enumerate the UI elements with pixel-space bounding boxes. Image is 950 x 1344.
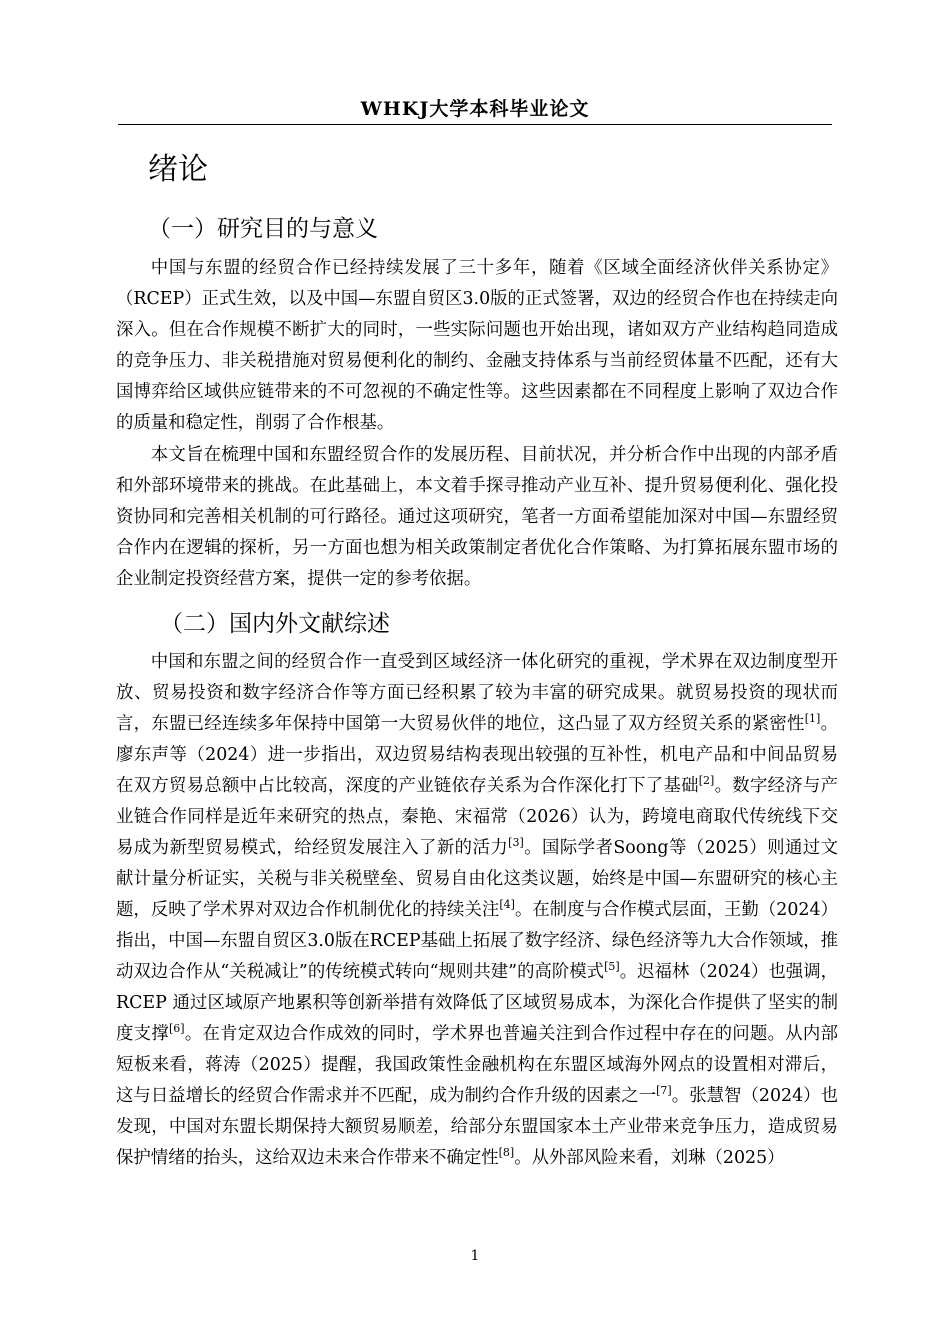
page-number: 1 xyxy=(470,1248,480,1264)
literature-review-paragraph xyxy=(116,647,838,1174)
chapter-title: 绪论 xyxy=(148,152,208,187)
paragraph-text: 。廖东声等（2024）进一步指出，双边贸易结构表现出较强的互补性，机电产品和中间品贸易在双方贸易总额中占比较高，深度的产业链依存关系为合作深化打下了基础 xyxy=(116,714,838,796)
paragraph-text: 。国际学者Soong等（2025）则通过文献计量分析证实，关税与非关税壁垒、贸易自由化这类议题，始终是中国—东盟研究的核心主题，反映了学术界对双边合作机制优化的持续关注 xyxy=(116,838,838,920)
citation-marker: [5] xyxy=(604,960,620,974)
paragraph-text: 。张慧智（2024）也发现，中国对东盟长期保持大额贸易顺差，给部分东盟国家本土产业带来竞争压力，造成贸易保护情绪的抬头，这给双边未来合作带来不确定性 xyxy=(116,1086,838,1168)
paragraph-text: 中国和东盟之间的经贸合作一直受到区域经济一体化研究的重视，学术界在双边制度型开放、贸易投资和数字经济合作等方面已经积累了较为丰富的研究成果。就贸易投资的现状而言，东盟已经连续多年保持中国第一大贸易伙伴的地位，这凸显了双方经贸关系的紧密性 xyxy=(116,652,838,734)
citation-marker: [3] xyxy=(508,836,524,850)
citation-marker: [8] xyxy=(498,1146,515,1160)
citation-marker: [4] xyxy=(499,898,515,912)
header-divider xyxy=(118,124,832,125)
section-heading-2: （二）国内外文献综述 xyxy=(160,611,390,637)
paragraph-text: 。数字经济与产业链合作同样是近年来研究的热点，秦艳、宋福常（2026）认为，跨境电商取代传统线下交易成为新型贸易模式，给经贸发展注入了新的活力 xyxy=(116,776,838,858)
citation-marker: [6] xyxy=(168,1022,185,1036)
citation-marker: [7] xyxy=(656,1084,672,1098)
paragraph-text: 。迟福林（2024）也强调，RCEP 通过区域原产地累积等创新举措有效降低了区域贸易成本，为深化合作提供了坚实的制度支撑 xyxy=(116,962,838,1044)
paragraph-text: 。从外部风险来看，刘琳（2025） xyxy=(514,1148,785,1168)
page-header: WHKJ大学本科毕业论文 xyxy=(360,98,590,120)
paragraph-text: 。在制度与合作模式层面，王勤（2024）指出，中国—东盟自贸区3.0版在RCEP基础上拓展了数字经济、绿色经济等九大合作领域，推动双边合作从“关税减让”的传统模式转向“规则共建”的高阶模式 xyxy=(116,900,838,982)
citation-marker: [2] xyxy=(698,774,715,788)
citation-marker: [1] xyxy=(804,712,821,726)
section-heading-1: （一）研究目的与意义 xyxy=(148,216,378,242)
paragraph-text: 。在肯定双边合作成效的同时，学术界也普遍关注到合作过程中存在的问题。从内部短板来看，蒋涛（2025）提醒，我国政策性金融机构在东盟区域海外网点的设置相对滞后，这与日益增长的经贸合作需求并不匹配，成为制约合作升级的因素之一 xyxy=(116,1024,838,1106)
body-paragraph: 本文旨在梳理中国和东盟经贸合作的发展历程、目前状况，并分析合作中出现的内部矛盾和外部环境带来的挑战。在此基础上，本文着手探寻推动产业互补、提升贸易便利化、强化投资协同和完善相关机制的可行路径。通过这项研究，笔者一方面希望能加深对中国—东盟经贸合作内在逻辑的探析，另一方面也想为相关政策制定者优化合作策略、为打算拓展东盟市场的企业制定投资经营方案，提供一定的参考依据。 xyxy=(116,445,838,589)
body-paragraph: 中国与东盟的经贸合作已经持续发展了三十多年，随着《区域全面经济伙伴关系协定》（RCEP）正式生效，以及中国—东盟自贸区3.0版的正式签署，双边的经贸合作也在持续走向深入。但在合作规模不断扩大的同时，一些实际问题也开始出现，诸如双方产业结构趋同造成的竞争压力、非关税措施对贸易便利化的制约、金融支持体系与当前经贸体量不匹配，还有大国博弈给区域供应链带来的不可忽视的不确定性等。这些因素都在不同程度上影响了双边合作的质量和稳定性，削弱了合作根基。 xyxy=(116,258,838,433)
